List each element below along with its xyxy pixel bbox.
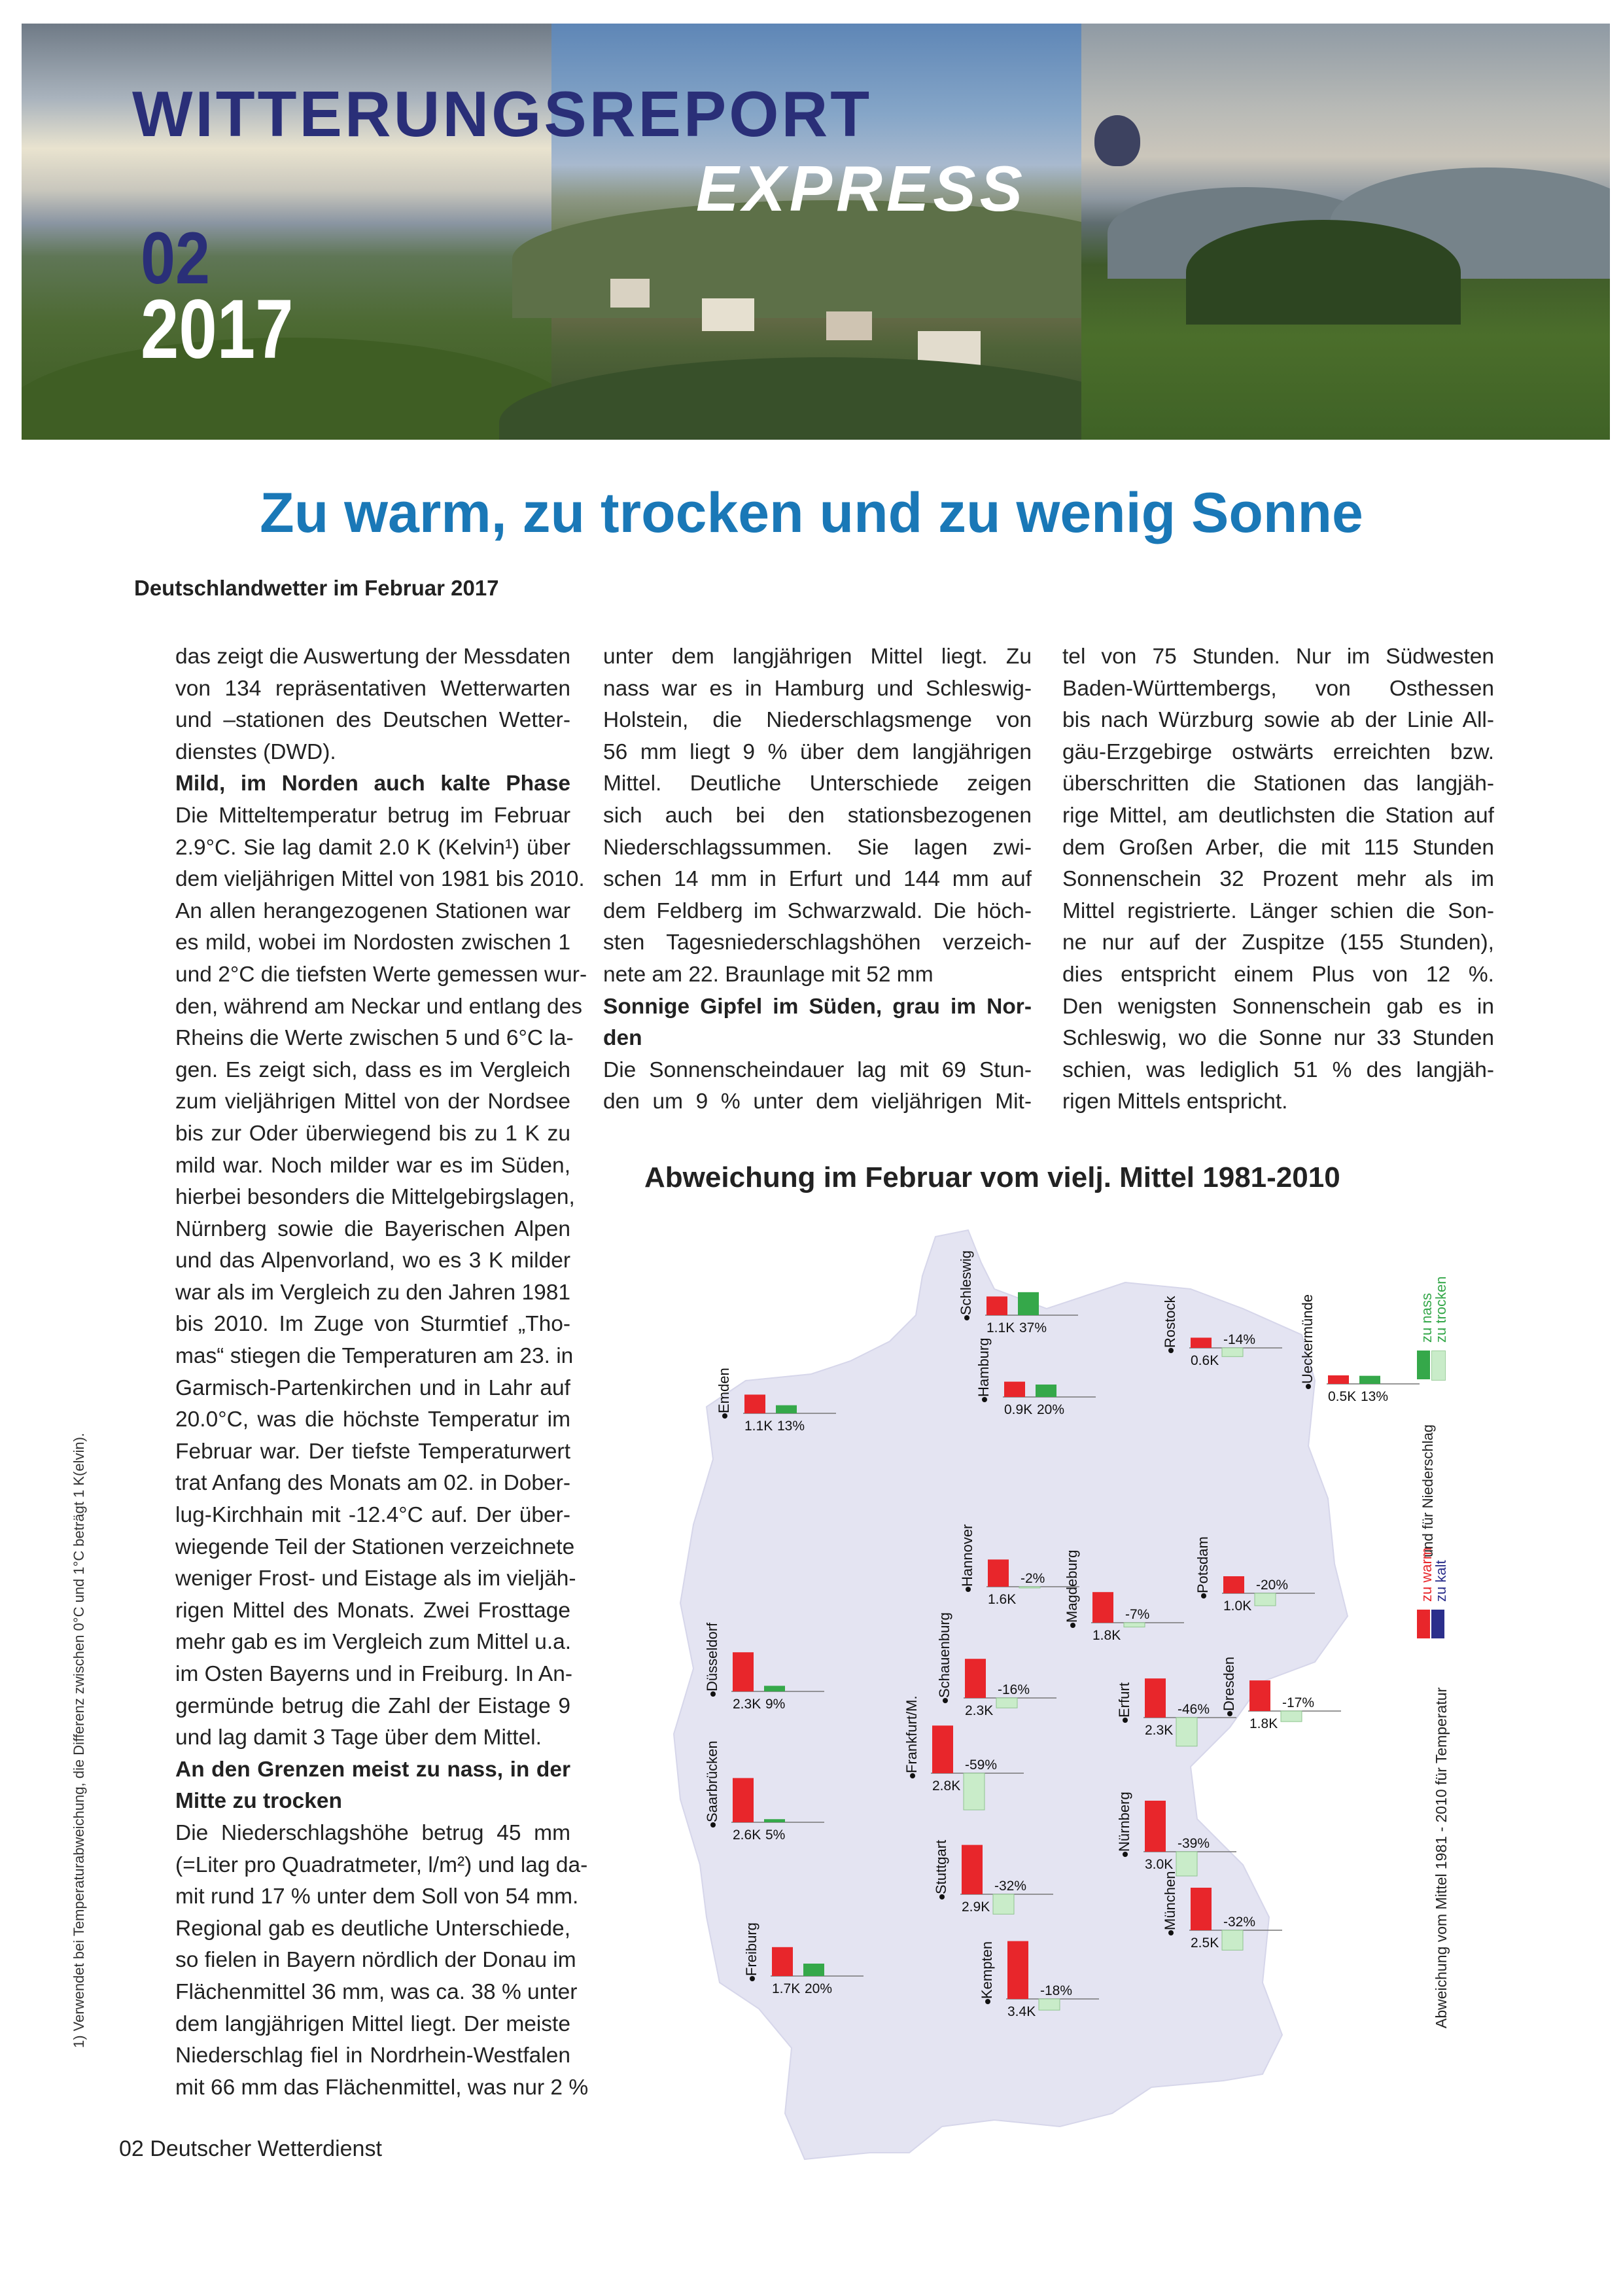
legend-cold-swatch [1431,1610,1444,1638]
station-dot [1123,1718,1128,1723]
temperature-label: 1.0K [1223,1598,1252,1614]
station-dot [1306,1384,1311,1389]
station-name: Erfurt [1116,1682,1132,1718]
temperature-bar [1145,1801,1166,1852]
text-column-3 [1062,641,1494,1118]
station-dot [1201,1593,1206,1598]
body-text-line: wiegende Teil der Stationen verzeichnete [175,1534,575,1559]
station-name: Hannover [959,1524,975,1587]
precipitation-label: -20% [1256,1578,1289,1593]
body-text-line: und lag damit 3 Tage über dem Mittel. [175,1725,542,1750]
body-text-line: Mittel registrierte. Länger schien die Son- [1062,898,1494,923]
precipitation-label: -7% [1125,1607,1150,1622]
body-text-line: 56 mm liegt 9 % über dem langjährigen [603,739,1032,764]
station-dot [943,1698,948,1703]
body-text-line: mehr gab es im Vergleich zum Mittel u.a. [175,1630,572,1655]
headline: Zu warm, zu trocken und zu wenig Sonne [260,482,1363,544]
station-name: Frankfurt/M. [903,1695,920,1773]
precipitation-bar [993,1894,1014,1914]
subheadline: Deutschlandwetter im Februar 2017 [134,576,499,600]
station-name: Kempten [979,1941,995,1999]
station-dot [985,1999,990,2004]
precipitation-label: -18% [1040,1983,1073,1998]
temperature-bar [733,1778,754,1822]
station-name: München [1162,1871,1178,1930]
station-name: Düsseldorf [704,1622,720,1691]
station-dot [1168,1348,1174,1353]
precipitation-label: 20% [1037,1402,1065,1417]
temperature-label: 3.4K [1007,2004,1036,2019]
temperature-label: 3.0K [1145,1857,1174,1872]
body-text-line: 20.0°C, was die höchste Temperatur im [175,1407,570,1432]
body-text-line: Rheins die Werte zwischen 5 und 6°C la- [175,1026,574,1051]
legend-label-dry: zu trocken [1433,1276,1449,1343]
temperature-label: 2.3K [1145,1723,1174,1738]
body-text-line: Garmisch-Partenkirchen und in Lahr auf [175,1375,570,1400]
body-text-line: und –stationen des Deutschen Wetter- [175,708,570,733]
station-dot [1227,1711,1232,1716]
station-name: Dresden [1221,1656,1237,1711]
body-text-line: 2.9°C. Sie lag damit 2.0 K (Kelvin¹) über [175,835,570,860]
station-name: Ueckermünde [1299,1294,1316,1384]
temperature-bar [1092,1592,1113,1623]
body-text-line: und 2°C die tiefsten Werte gemessen wur- [175,962,587,987]
precipitation-bar [1019,1587,1040,1588]
station-name: Freiburg [743,1922,759,1976]
body-text-line: tel von 75 Stunden. Nur im Südwesten [1062,645,1494,669]
body-text-line: mit rund 17 % unter dem Soll von 54 mm. [175,1884,579,1909]
body-text-line: Baden-Württembergs, von Osthessen [1062,676,1494,701]
temperature-bar [962,1845,983,1894]
issue-year: 2017 [141,283,294,376]
body-text-line: von 134 repräsentativen Wetterwarten [175,676,570,701]
body-text-line: so fielen in Bayern nördlich der Donau im [175,1948,576,1973]
body-text-line: dem vieljährigen Mittel von 1981 bis 2010. [175,867,585,892]
precipitation-bar [1036,1385,1056,1397]
legend-caption-precipitation: und für Niederschlag [1420,1424,1436,1557]
temperature-bar [1004,1382,1025,1397]
balloon-icon [1094,115,1140,166]
body-text-line: mas“ stiegen die Temperaturen am 23. in [175,1344,574,1369]
body-text-line: dienstes (DWD). [175,739,336,764]
station-dot [982,1397,987,1402]
temperature-bar [772,1947,793,1976]
station-dot [1070,1623,1075,1628]
body-text-line: dem Feldberg im Schwarzwald. Die höch- [603,898,1032,923]
body-text-line: Niederschlagssummen. Sie lagen zwi- [603,835,1032,860]
body-text-line: rige Mittel, am deutlichsten die Station auf [1062,803,1494,828]
legend-dry-swatch [1431,1351,1446,1381]
temperature-bar [1191,1888,1212,1930]
legend-label-cold: zu kalt [1433,1560,1449,1602]
body-text-line: germünde betrug die Zahl der Eistage 9 [175,1693,570,1718]
precipitation-bar [803,1964,824,1976]
body-text-line: Die Mitteltemperatur betrug im Februar [175,803,570,828]
body-text-line: (=Liter pro Quadratmeter, l/m²) und lag da- [175,1852,588,1877]
body-text-line: gäu-Erzgebirge ostwärts erreichten bzw. [1062,739,1494,764]
body-text-line: Regional gab es deutliche Unterschiede, [175,1916,570,1941]
page-footer: 02 Deutscher Wetterdienst [119,2136,382,2161]
temperature-bar [986,1296,1007,1315]
precipitation-label: -14% [1223,1332,1256,1347]
temperature-label: 1.8K [1249,1716,1278,1731]
germany-deviation-map [654,1210,1426,2231]
temperature-bar [1007,1941,1028,1999]
precipitation-label: -2% [1021,1571,1045,1586]
temperature-label: 2.5K [1191,1935,1219,1951]
station-name: Saarbrücken [704,1740,720,1822]
precipitation-bar [1281,1711,1302,1722]
body-text-line: bis zur Oder überwiegend bis zu 1 K zu [175,1121,570,1146]
footnote: 1) Verwendet bei Temperaturabweichung, die Differenz zwischen 0°C und 1°C beträgt 1 K(elvin). [71,1432,87,2048]
precipitation-bar [996,1698,1017,1708]
body-text-line: schen 14 mm in Erfurt und 144 mm auf [603,867,1032,892]
body-text-line: nete am 22. Braunlage mit 52 mm [603,962,934,987]
station-name: Potsdam [1195,1536,1211,1593]
temperature-label: 0.9K [1004,1402,1033,1417]
body-text-line: dem Großen Arber, die mit 115 Stunden [1062,835,1494,860]
precipitation-bar [1124,1623,1145,1627]
temperature-bar [744,1394,765,1413]
precipitation-label: -46% [1178,1702,1210,1717]
precipitation-label: 13% [1361,1389,1389,1404]
temperature-bar [733,1652,754,1691]
precipitation-bar [1018,1292,1039,1315]
body-text-line: es mild, wobei im Nordosten zwischen 1 [175,930,570,955]
precipitation-label: 37% [1019,1320,1047,1335]
body-text-line: Die Sonnenscheindauer lag mit 69 Stun- [603,1057,1032,1082]
body-text-line: Flächenmittel 36 mm, was ca. 38 % unter [175,1979,578,2004]
body-text-line: weniger Frost- und Eistage als im vieljäh- [175,1566,576,1591]
body-text-line: zum vieljährigen Mittel von der Nordsee [175,1089,570,1114]
station-dot [710,1691,716,1697]
temperature-label: 2.3K [733,1697,761,1712]
precipitation-bar [1255,1593,1276,1606]
precipitation-label: -16% [998,1682,1030,1697]
station-name: Hamburg [975,1337,992,1397]
body-text-line: Sonnenschein 32 Prozent mehr als im [1062,867,1494,892]
body-text-line: hierbei besonders die Mittelgebirgslagen, [175,1185,575,1210]
precipitation-bar [964,1773,985,1810]
body-text-line: lug-Kirchhain mit -12.4°C auf. Der über- [175,1503,570,1528]
body-text-line: Mittel. Deutliche Unterschiede zeigen [603,771,1032,796]
precipitation-label: -32% [994,1879,1027,1894]
temperature-label: 1.7K [772,1981,801,1996]
body-text-line: sten Tagesniederschlagshöhen verzeich- [603,930,1032,955]
temperature-label: 1.6K [988,1592,1017,1607]
station-name: Schauenburg [936,1612,952,1698]
temperature-bar [1223,1576,1244,1593]
body-text-line: bis nach Würzburg sowie ab der Linie All- [1062,708,1494,733]
station-dot [750,1976,755,1981]
issue-number: 02 [141,217,210,299]
section-heading-line: Mild, im Norden auch kalte Phase [175,771,570,796]
station-dot [966,1587,971,1592]
body-text-line: sich auch bei den stationsbezogenen [603,803,1032,828]
precipitation-bar [764,1686,785,1691]
body-text-line: mild war. Noch milder war es im Süden, [175,1153,570,1178]
station-dot [722,1413,727,1419]
body-text-line: Niederschlag fiel in Nordrhein-Westfalen [175,2043,570,2068]
banner-photo-balloon [1081,24,1610,440]
temperature-bar [1249,1680,1270,1711]
legend-warm-swatch [1417,1610,1430,1638]
body-text-line: trat Anfang des Monats am 02. in Dober- [175,1471,570,1496]
precipitation-bar [1039,1999,1060,2010]
precipitation-label: 20% [805,1981,833,1996]
body-text-line: Nürnberg sowie die Bayerischen Alpen [175,1216,570,1241]
precipitation-bar [776,1405,797,1413]
temperature-bar [965,1659,986,1698]
temperature-label: 0.5K [1328,1389,1357,1404]
body-text-line: und das Alpenvorland, wo es 3 K milder [175,1248,570,1273]
body-text-line: nass war es in Hamburg und Schleswig- [603,676,1032,701]
temperature-bar [932,1725,953,1773]
temperature-label: 1.1K [986,1320,1015,1335]
precipitation-bar [1222,1930,1243,1950]
temperature-bar [1145,1678,1166,1718]
temperature-label: 2.6K [733,1828,761,1843]
precipitation-label: -32% [1223,1915,1256,1930]
body-text-line: ne nur auf der Zuspitze (155 Stunden), [1062,930,1494,955]
station-name: Nürnberg [1116,1792,1132,1852]
temperature-label: 0.6K [1191,1353,1219,1368]
body-text-line: Holstein, die Niederschlagsmenge von [603,708,1032,733]
body-text-line: den um 9 % unter dem vieljährigen Mit- [603,1089,1032,1114]
station-name: Emden [716,1368,732,1413]
station-dot [964,1315,969,1320]
body-text-line: Die Niederschlagshöhe betrug 45 mm [175,1820,570,1845]
body-text-line: An allen herangezogenen Stationen war [175,898,570,923]
body-text-line: rigen Mittel des Monats. Zwei Frosttage [175,1598,570,1623]
temperature-label: 2.3K [965,1703,994,1718]
precipitation-bar [1176,1718,1197,1746]
temperature-bar [1328,1375,1349,1384]
precipitation-label: -17% [1282,1695,1315,1710]
legend-caption-temperature: Abweichung vom Mittel 1981 - 2010 für Temperatur [1433,1687,1450,2028]
section-heading-line: Mitte zu trocken [175,1789,342,1814]
temperature-bar [1191,1337,1212,1348]
station-dot [1168,1930,1174,1935]
section-heading-line: An den Grenzen meist zu nass, in der [175,1757,570,1782]
body-text-line: Februar war. Der tiefste Temperaturwert [175,1439,570,1464]
section-heading-line: den [603,1026,642,1051]
temperature-label: 2.8K [932,1778,961,1793]
station-dot [939,1894,945,1899]
section-heading-line: Sonnige Gipfel im Süden, grau im Nor- [603,994,1032,1019]
report-subtitle: EXPRESS [696,152,1026,224]
body-text-line: dies entspricht einem Plus von 12 %. [1062,962,1494,987]
station-name: Schleswig [958,1250,974,1315]
report-title: WITTERUNGSREPORT [132,78,873,150]
body-text-line: den, während am Neckar und entlang des [175,994,583,1019]
body-text-line: schien, was lediglich 51 % des langjäh- [1062,1057,1494,1082]
temperature-bar [988,1559,1009,1587]
temperature-label: 2.9K [962,1899,990,1915]
station-name: Stuttgart [933,1839,949,1894]
temperature-label: 1.1K [744,1419,773,1434]
body-text-line: mit 66 mm das Flächenmittel, was nur 2 % [175,2075,589,2100]
station-dot [1123,1852,1128,1857]
body-text-line: rigen Mittels entspricht. [1062,1089,1288,1114]
body-text-line: war als im Vergleich zu den Jahren 1981 [175,1280,570,1305]
precipitation-bar [1176,1852,1197,1876]
body-text-line: das zeigt die Auswertung der Messdaten [175,645,570,669]
body-text-line: unter dem langjährigen Mittel liegt. Zu [603,645,1032,669]
body-text-line: Den wenigsten Sonnenschein gab es in [1062,994,1494,1019]
body-text-line: dem langjährigen Mittel liegt. Der meiste [175,2011,570,2036]
body-text-line: überschritten die Stationen das langjäh- [1062,771,1494,796]
text-column-1 [175,641,589,2104]
temperature-label: 1.8K [1092,1628,1121,1643]
precipitation-label: 13% [777,1419,805,1434]
station-dot [710,1822,716,1828]
body-text-line: bis 2010. Im Zuge von Sturmtief „Tho- [175,1312,570,1337]
precipitation-bar [1222,1348,1243,1356]
body-text-line: gen. Es zeigt sich, dass es im Vergleich [175,1057,570,1082]
station-name: Rostock [1162,1296,1178,1348]
precipitation-bar [764,1819,785,1822]
precipitation-label: -39% [1178,1836,1210,1851]
station-dot [910,1773,915,1778]
precipitation-label: 5% [765,1828,786,1843]
legend-wet-swatch [1417,1351,1430,1379]
text-column-2 [603,641,1032,1118]
map-title: Abweichung im Februar vom vielj. Mittel 1981-2010 [644,1161,1340,1193]
body-text-line: im Osten Bayerns und in Freiburg. In An- [175,1662,573,1686]
station-name: Magdeburg [1064,1549,1080,1623]
precipitation-label: -59% [965,1757,998,1773]
legend-label-warm: zu warm [1418,1547,1435,1602]
precipitation-bar [1359,1376,1380,1384]
body-text-line: Schleswig, wo die Sonne nur 33 Stunden [1062,1026,1494,1051]
precipitation-label: 9% [765,1697,786,1712]
legend-label-wet: zu nass [1418,1293,1435,1343]
